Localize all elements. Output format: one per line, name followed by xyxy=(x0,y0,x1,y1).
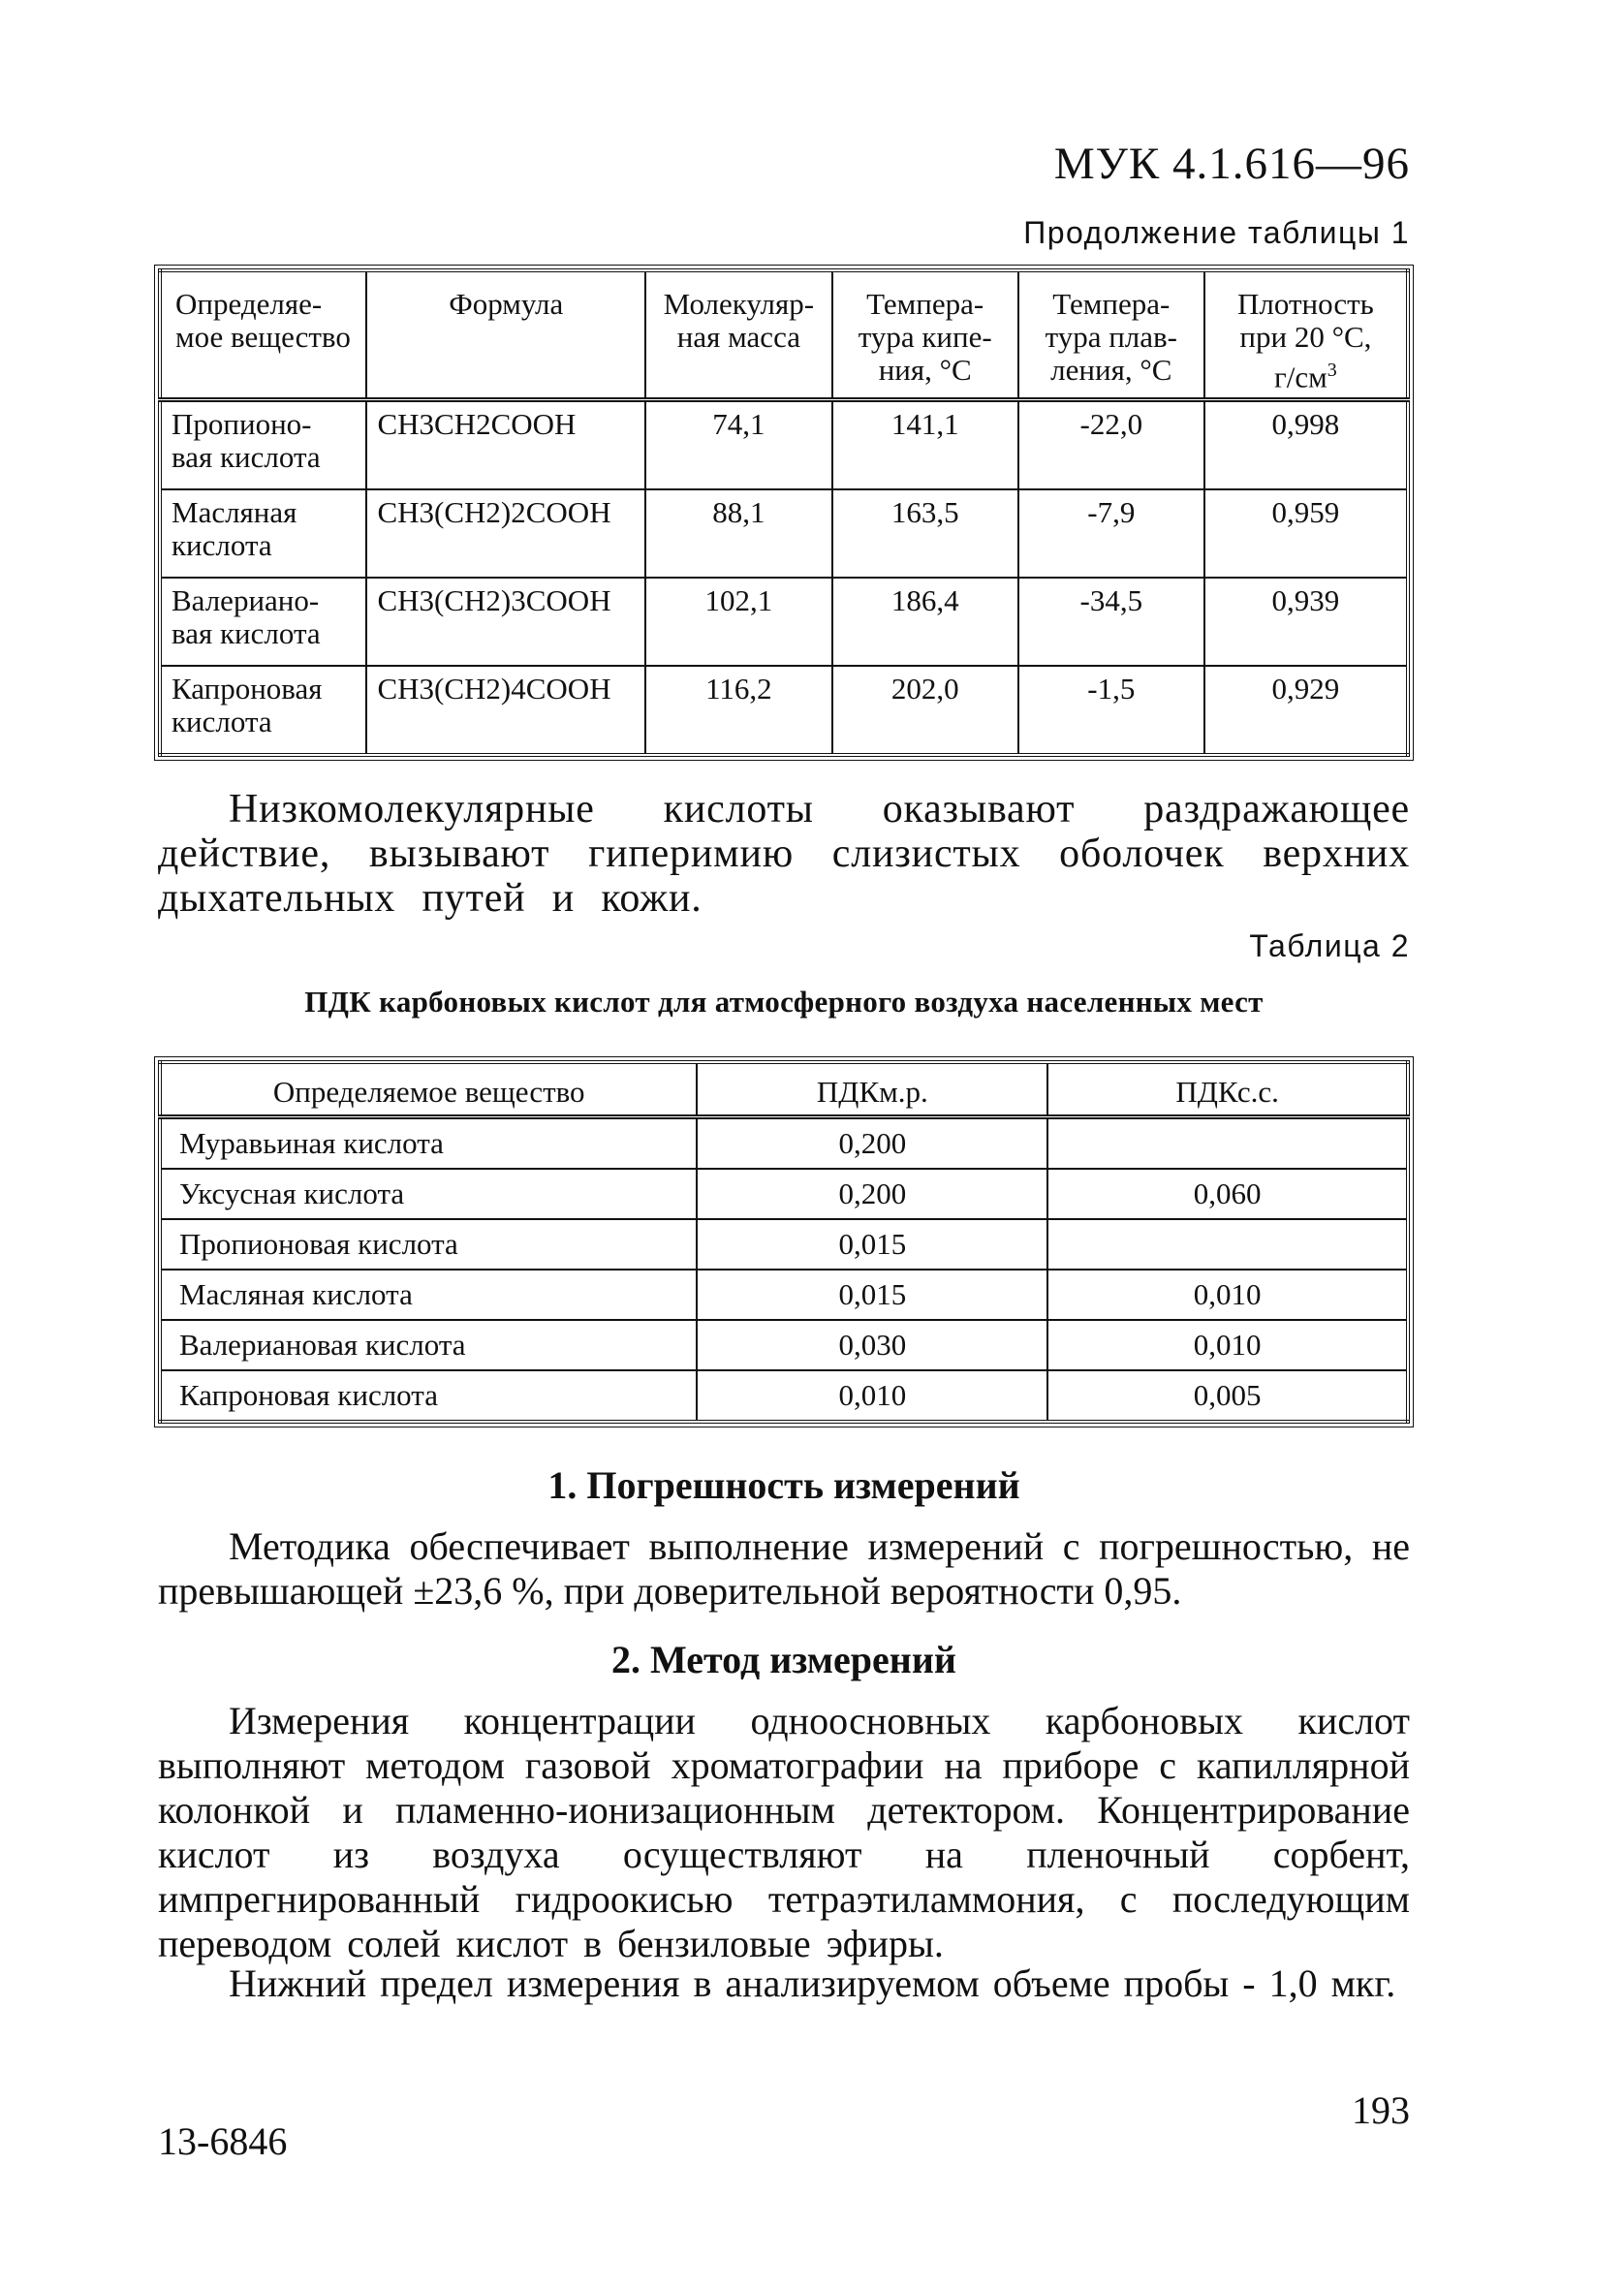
superscript: 3 xyxy=(1327,360,1337,381)
table-header-row xyxy=(160,1062,1408,1117)
table-row xyxy=(160,1117,1408,1170)
cell-mass: 102,1 xyxy=(645,578,832,666)
column-header-boiling-point xyxy=(832,270,1018,400)
table-row xyxy=(160,666,1408,755)
column-header-pdk-ss: ПДКс.с. xyxy=(1047,1062,1408,1117)
header-text: Темпера- тура кипе- ния, °С xyxy=(858,287,992,387)
column-header-melting-point xyxy=(1018,270,1204,400)
cell-pdk-ss: 0,010 xyxy=(1047,1270,1408,1320)
cell-pdk-mr: 0,200 xyxy=(697,1117,1047,1170)
cell-formula: CH3(CH2)2COOH xyxy=(366,489,645,578)
cell-formula: CH3CH2COOH xyxy=(366,400,645,490)
column-header-substance xyxy=(160,270,366,400)
column-header-pdk-mr: ПДКм.р. xyxy=(697,1062,1047,1117)
column-header-formula xyxy=(366,270,645,400)
cell-boil: 186,4 xyxy=(832,578,1018,666)
column-header-substance: Определяемое вещество xyxy=(160,1062,697,1117)
paragraph-detection-limit: Нижний предел измерения в анализируемом объеме пробы - 1,0 мкг. xyxy=(229,1961,1396,2005)
cell-formula: CH3(CH2)3COOH xyxy=(366,578,645,666)
cell-boil: 202,0 xyxy=(832,666,1018,755)
table-row xyxy=(160,400,1408,490)
table-header-row xyxy=(160,270,1408,400)
cell-boil: 141,1 xyxy=(832,400,1018,490)
paragraph-irritation: Низкомолекулярные кислоты оказывают раздражающее действие, вызывают гиперимию слизистых оболочек верхних дыхательных путей и кожи. xyxy=(158,787,1410,921)
page-number: 193 xyxy=(1352,2088,1410,2132)
header-text: Формула xyxy=(449,287,564,321)
cell-density: 0,998 xyxy=(1204,400,1408,490)
column-header-molar-mass xyxy=(645,270,832,400)
cell-substance: Пропионовая кислота xyxy=(160,1219,697,1270)
header-text: Молекуляр- ная масса xyxy=(663,287,815,354)
cell-pdk-mr: 0,200 xyxy=(697,1169,1047,1219)
cell-melt: -1,5 xyxy=(1018,666,1204,755)
table-continuation-caption: Продолжение таблицы 1 xyxy=(1023,215,1410,250)
document-code: МУК 4.1.616—96 xyxy=(1053,139,1410,189)
cell-pdk-mr: 0,015 xyxy=(697,1219,1047,1270)
cell-substance: Валериано- вая кислота xyxy=(160,578,366,666)
cell-substance: Масляная кислота xyxy=(160,1270,697,1320)
header-text: Темпера- тура плав- ления, °С xyxy=(1045,287,1177,387)
cell-substance: Валериановая кислота xyxy=(160,1320,697,1370)
cell-pdk-ss: 0,010 xyxy=(1047,1320,1408,1370)
cell-substance: Масляная кислота xyxy=(160,489,366,578)
table-row xyxy=(160,1169,1408,1219)
cell-formula: CH3(CH2)4COOH xyxy=(366,666,645,755)
cell-pdk-ss xyxy=(1047,1219,1408,1270)
paragraph-method: Измерения концентрации одноосновных карбоновых кислот выполняют методом газовой хроматографии на приборе с капиллярной колонкой и пламенно-ионизационным детектором. Концентрирование кислот из воздуха осуществляют на пленочный сорбент, импрегнированный гидроокисью тетраэтиламмония, с последующим переводом солей кислот в бензиловые эфиры. xyxy=(158,1699,1410,1965)
cell-melt: -22,0 xyxy=(1018,400,1204,490)
cell-pdk-ss: 0,005 xyxy=(1047,1370,1408,1422)
table-row xyxy=(160,578,1408,666)
cell-density: 0,959 xyxy=(1204,489,1408,578)
cell-substance: Муравьиная кислота xyxy=(160,1117,697,1170)
cell-mass: 88,1 xyxy=(645,489,832,578)
cell-melt: -7,9 xyxy=(1018,489,1204,578)
table2-title: ПДК карбоновых кислот для атмосферного воздуха населенных мест xyxy=(304,985,1264,1019)
column-header-density xyxy=(1204,270,1408,400)
cell-substance: Пропионо- вая кислота xyxy=(160,400,366,490)
table-row xyxy=(160,489,1408,578)
table-row xyxy=(160,1370,1408,1422)
header-text: Плотность при 20 °С, г/см xyxy=(1237,287,1374,394)
cell-density: 0,939 xyxy=(1204,578,1408,666)
cell-mass: 74,1 xyxy=(645,400,832,490)
cell-pdk-mr: 0,010 xyxy=(697,1370,1047,1422)
section-heading-method: 2. Метод измерений xyxy=(611,1638,956,1681)
cell-pdk-mr: 0,015 xyxy=(697,1270,1047,1320)
cell-pdk-ss: 0,060 xyxy=(1047,1169,1408,1219)
cell-pdk-ss xyxy=(1047,1117,1408,1170)
table-row xyxy=(160,1320,1408,1370)
cell-mass: 116,2 xyxy=(645,666,832,755)
cell-melt: -34,5 xyxy=(1018,578,1204,666)
properties-table xyxy=(158,268,1410,757)
section-heading-error: 1. Погрешность измерений xyxy=(547,1463,1020,1507)
pdk-table xyxy=(158,1060,1410,1424)
header-text: Определяе- мое вещество xyxy=(175,287,351,354)
cell-pdk-mr: 0,030 xyxy=(697,1320,1047,1370)
table2-caption: Таблица 2 xyxy=(1249,928,1410,963)
cell-substance: Капроновая кислота xyxy=(160,666,366,755)
table-row xyxy=(160,1219,1408,1270)
cell-substance: Уксусная кислота xyxy=(160,1169,697,1219)
cell-boil: 163,5 xyxy=(832,489,1018,578)
paragraph-error: Методика обеспечивает выполнение измерений с погрешностью, не превышающей ±23,6 %, при доверительной вероятности 0,95. xyxy=(158,1524,1410,1613)
cell-density: 0,929 xyxy=(1204,666,1408,755)
cell-substance: Капроновая кислота xyxy=(160,1370,697,1422)
table-row xyxy=(160,1270,1408,1320)
footer-order-code: 13-6846 xyxy=(158,2119,288,2163)
